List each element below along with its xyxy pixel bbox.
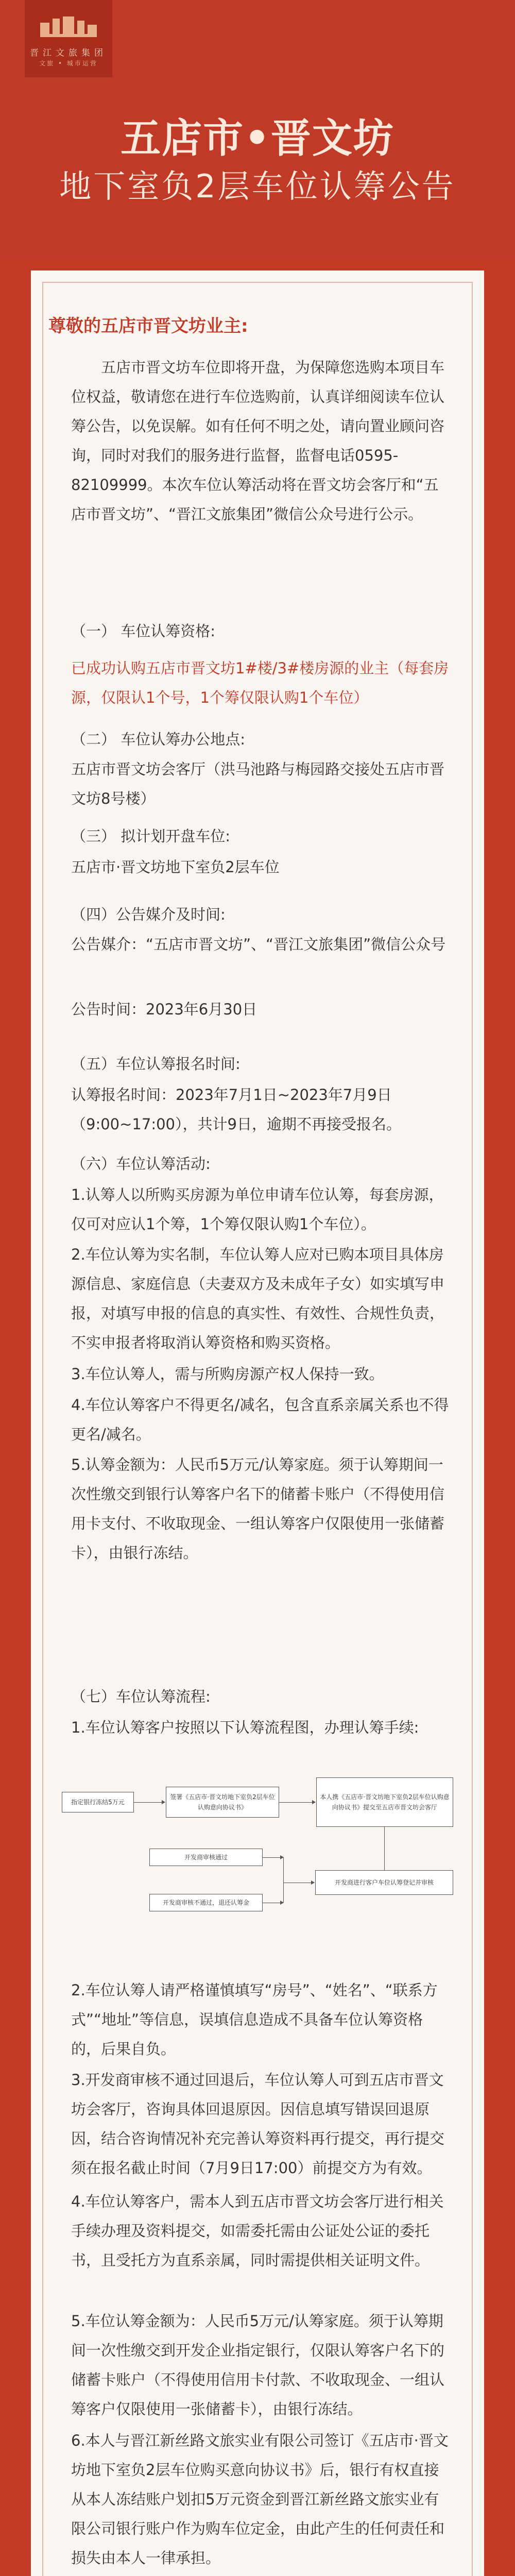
section-2-body: 五店市晋文坊会客厅（洪马池路与梅园路交接处五店市晋文坊8号楼）	[71, 760, 445, 807]
section-2-title: （二） 车位认筹办公地点:	[71, 731, 245, 748]
section-4-media: 公告媒介：“五店市晋文坊”、“晋江文旅集团”微信公众号	[71, 936, 446, 953]
section-7-item-2: 2.车位认筹人请严格谨慎填写“房号”、“姓名”、“联系方式”“地址”等信息，误填信息造成不具备车位认筹资格的，后果自负。	[71, 1981, 438, 2058]
process-flowchart	[52, 1772, 464, 1953]
section-1-body: 已成功认购五店市晋文坊1#楼/3#楼房源的业主（每套房源，仅限认1个号，1个筹仅限认购1个车位）	[71, 659, 449, 706]
salutation: 尊敬的五店市晋文坊业主:	[48, 316, 248, 336]
section-6-title: （六）车位认筹活动:	[71, 1155, 211, 1173]
section-6-item-5: 5.认筹金额为：人民币5万元/认筹家庭。须于认筹期间一次性缴交到银行认筹客户名下的储蓄卡账户（不得使用信用卡支付、不收取现金、一组认筹客户仅限使用一张储蓄卡），由银行冻结。	[71, 1456, 445, 1562]
flow-step-rejected: 开发商审核不通过，退还认筹金	[149, 1894, 263, 1911]
section-1-title: （一） 车位认筹资格:	[71, 622, 215, 640]
flow-connector	[283, 1857, 284, 1903]
section-6-item-2: 2.车位认筹为实名制，车位认筹人应对已购本项目具体房源信息、家庭信息（夫妻双方及未成年子女）如实填写申报，对填写申报的信息的真实性、有效性、合规性负责，不实申报者将取消认筹资格和购买资格。	[71, 1246, 445, 1351]
section-6-item-3: 3.车位认筹人，需与所购房源产权人保持一致。	[71, 1365, 384, 1383]
flow-connector	[263, 1857, 283, 1858]
section-7-item-6: 6.本人与晋江新丝路文旅实业有限公司签订《五店市·晋文坊地下室负2层车位购买意向协议书》后，银行有权直接从本人冻结账户划扣5万元资金到晋江新丝路文旅实业有限公司银行账户作为购车位定金，由此产生的任何责任和损失由本人一律承担。	[71, 2432, 449, 2567]
flow-step-sign-agreement: 签署《五店市·晋文坊地下室负2层车位认购意向协议书》	[166, 1787, 279, 1818]
intro-paragraph: 五店市晋文坊车位即将开盘，为保障您选购本项目车位权益，敬请您在进行车位选购前，认真详细阅读车位认筹公告，以免误解。如有任何不明之处，请向置业顾问咨询，同时对我们的服务进行监督，监督电话0595-82109999。本次车位认筹活动将在晋文坊会客厅和“五店市晋文坊”、“晋江文旅集团”微信公众号进行公示。	[71, 359, 445, 523]
poster-header	[0, 0, 515, 258]
section-7-item-4: 4.车位认筹客户，需本人到五店市晋文坊会客厅进行相关手续办理及资料提交，如需委托需由公证处公证的委托书，且受托方为直系亲属，同时需提供相关证明文件。	[71, 2193, 444, 2269]
logo-subtext: 文旅 • 城市运营	[39, 60, 98, 67]
page-title: 五店市•晋文坊	[121, 115, 394, 162]
section-3-body: 五店市·晋文坊地下室负2层车位	[71, 858, 280, 876]
section-6-item-1: 1.认筹人以所购买房源为单位申请车位认筹，每套房源，仅可对应认1个筹，1个筹仅限认购1个车位）。	[71, 1186, 444, 1233]
section-7-intro: 1.车位认筹客户按照以下认筹流程图，办理认筹手续:	[71, 1719, 419, 1736]
flow-arrow	[134, 1802, 165, 1803]
section-7-item-3: 3.开发商审核不通过回退后，车位认筹人可到五店市晋文坊会客厅，咨询具体回退原因。因信息填写错误回退原因，结合咨询情况补充完善认筹资料再行提交，再行提交须在报名截止时间（7月9日17:00）前提交方为有效。	[71, 2071, 445, 2177]
section-7-item-5: 5.车位认筹金额为：人民币5万元/认筹家庭。须于认筹期间一次性缴交到开发企业指定银行，仅限认筹客户名下的储蓄卡账户（不得使用信用卡付款、不收取现金、一组认筹客户仅限使用一张储蓄卡），由银行冻结。	[71, 2312, 445, 2418]
section-5-body: 认筹报名时间：2023年7月1日~2023年7月9日（9:00~17:00），共计9日，逾期不再接受报名。	[71, 1086, 401, 1133]
section-6-item-4: 4.车位认筹客户不得更名/减名，包含直系亲属关系也不得更名/减名。	[71, 1396, 449, 1443]
group-logo	[25, 0, 112, 77]
flow-step-approved: 开发商审核通过	[149, 1849, 263, 1866]
section-3-title: （三） 拟计划开盘车位:	[71, 827, 230, 845]
section-7-title: （七）车位认筹流程:	[71, 1688, 211, 1705]
flow-arrow	[279, 1802, 315, 1803]
section-4-title: （四）公告媒介及时间:	[71, 906, 226, 923]
section-4-time: 公告时间：2023年6月30日	[71, 1001, 258, 1018]
flow-connector	[384, 1827, 385, 1870]
section-5-title: （五）车位认筹报名时间:	[71, 1055, 241, 1073]
logo-text: 晋江文旅集团	[30, 48, 107, 58]
flow-step-submit-docs: 本人携《五店市·晋文坊地下室负2层车位认购意向协议书》提交至五店市晋文坊会客厅	[316, 1777, 453, 1827]
notice-card	[31, 270, 484, 2576]
flow-step-register-review: 开发商进行客户车位认筹登记并审核	[315, 1870, 453, 1895]
flow-step-bank-freeze: 指定银行冻结5万元	[62, 1792, 134, 1812]
logo-building-icon	[40, 16, 97, 37]
page-subtitle: 地下室负2层车位认筹公告	[59, 167, 456, 205]
